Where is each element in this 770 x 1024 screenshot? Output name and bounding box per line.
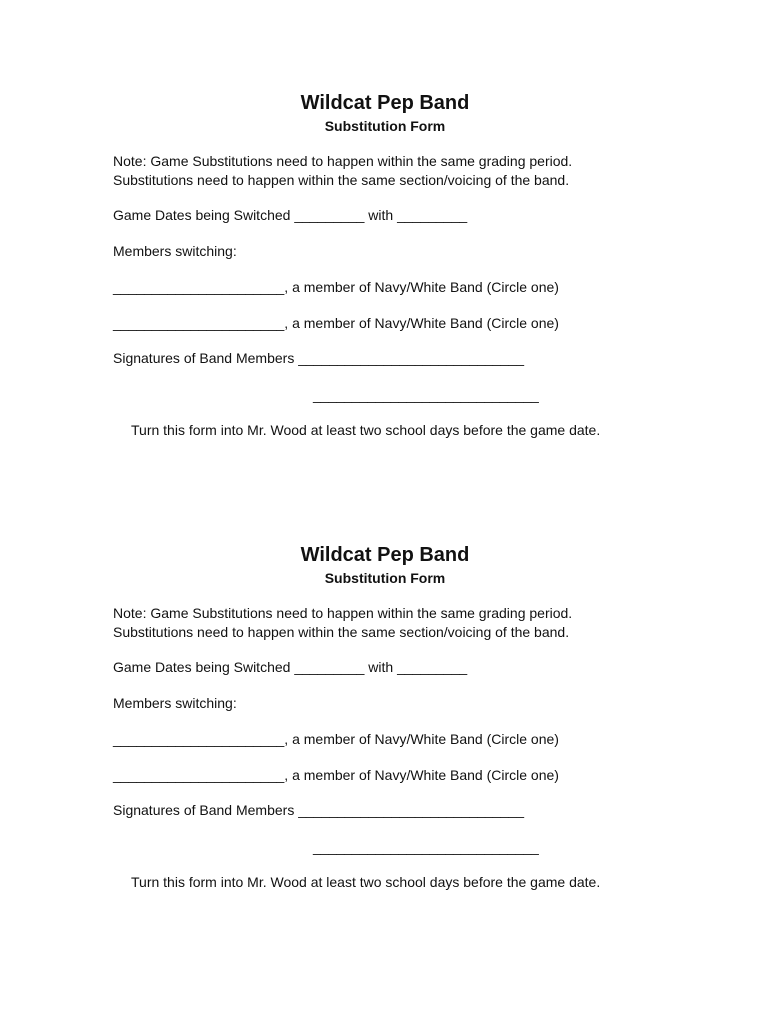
signatures-line: Signatures of Band Members _____________________________ [113,802,525,818]
form-title: Wildcat Pep Band [300,92,470,114]
form-subtitle: Substitution Form [324,570,446,586]
members-switching-label: Members switching: [113,243,237,259]
member-line-2: ______________________, a member of Navy/White Band (Circle one) [113,315,559,331]
signatures-line: Signatures of Band Members _____________________________ [113,350,525,366]
form-subtitle: Substitution Form [324,118,446,134]
game-dates-line: Game Dates being Switched _________ with _________ [113,207,468,223]
substitution-form-top [0,0,770,450]
member-line-2: ______________________, a member of Navy/White Band (Circle one) [113,767,559,783]
note-line-2: Substitutions need to happen within the same section/voicing of the band. [113,624,570,640]
game-dates-line: Game Dates being Switched _________ with _________ [113,659,468,675]
note-line-2: Substitutions need to happen within the same section/voicing of the band. [113,172,570,188]
form-footer-instruction: Turn this form into Mr. Wood at least two school days before the game date. [131,874,601,890]
signature-line-2: _____________________________ [313,387,539,403]
member-line-1: ______________________, a member of Navy/White Band (Circle one) [113,731,559,747]
form-title: Wildcat Pep Band [300,544,470,566]
note-line-1: Note: Game Substitutions need to happen within the same grading period. [113,605,573,621]
member-line-1: ______________________, a member of Navy/White Band (Circle one) [113,279,559,295]
substitution-form-bottom [0,452,770,902]
form-footer-instruction: Turn this form into Mr. Wood at least two school days before the game date. [131,422,601,438]
members-switching-label: Members switching: [113,695,237,711]
note-line-1: Note: Game Substitutions need to happen within the same grading period. [113,153,573,169]
signature-line-2: _____________________________ [313,839,539,855]
